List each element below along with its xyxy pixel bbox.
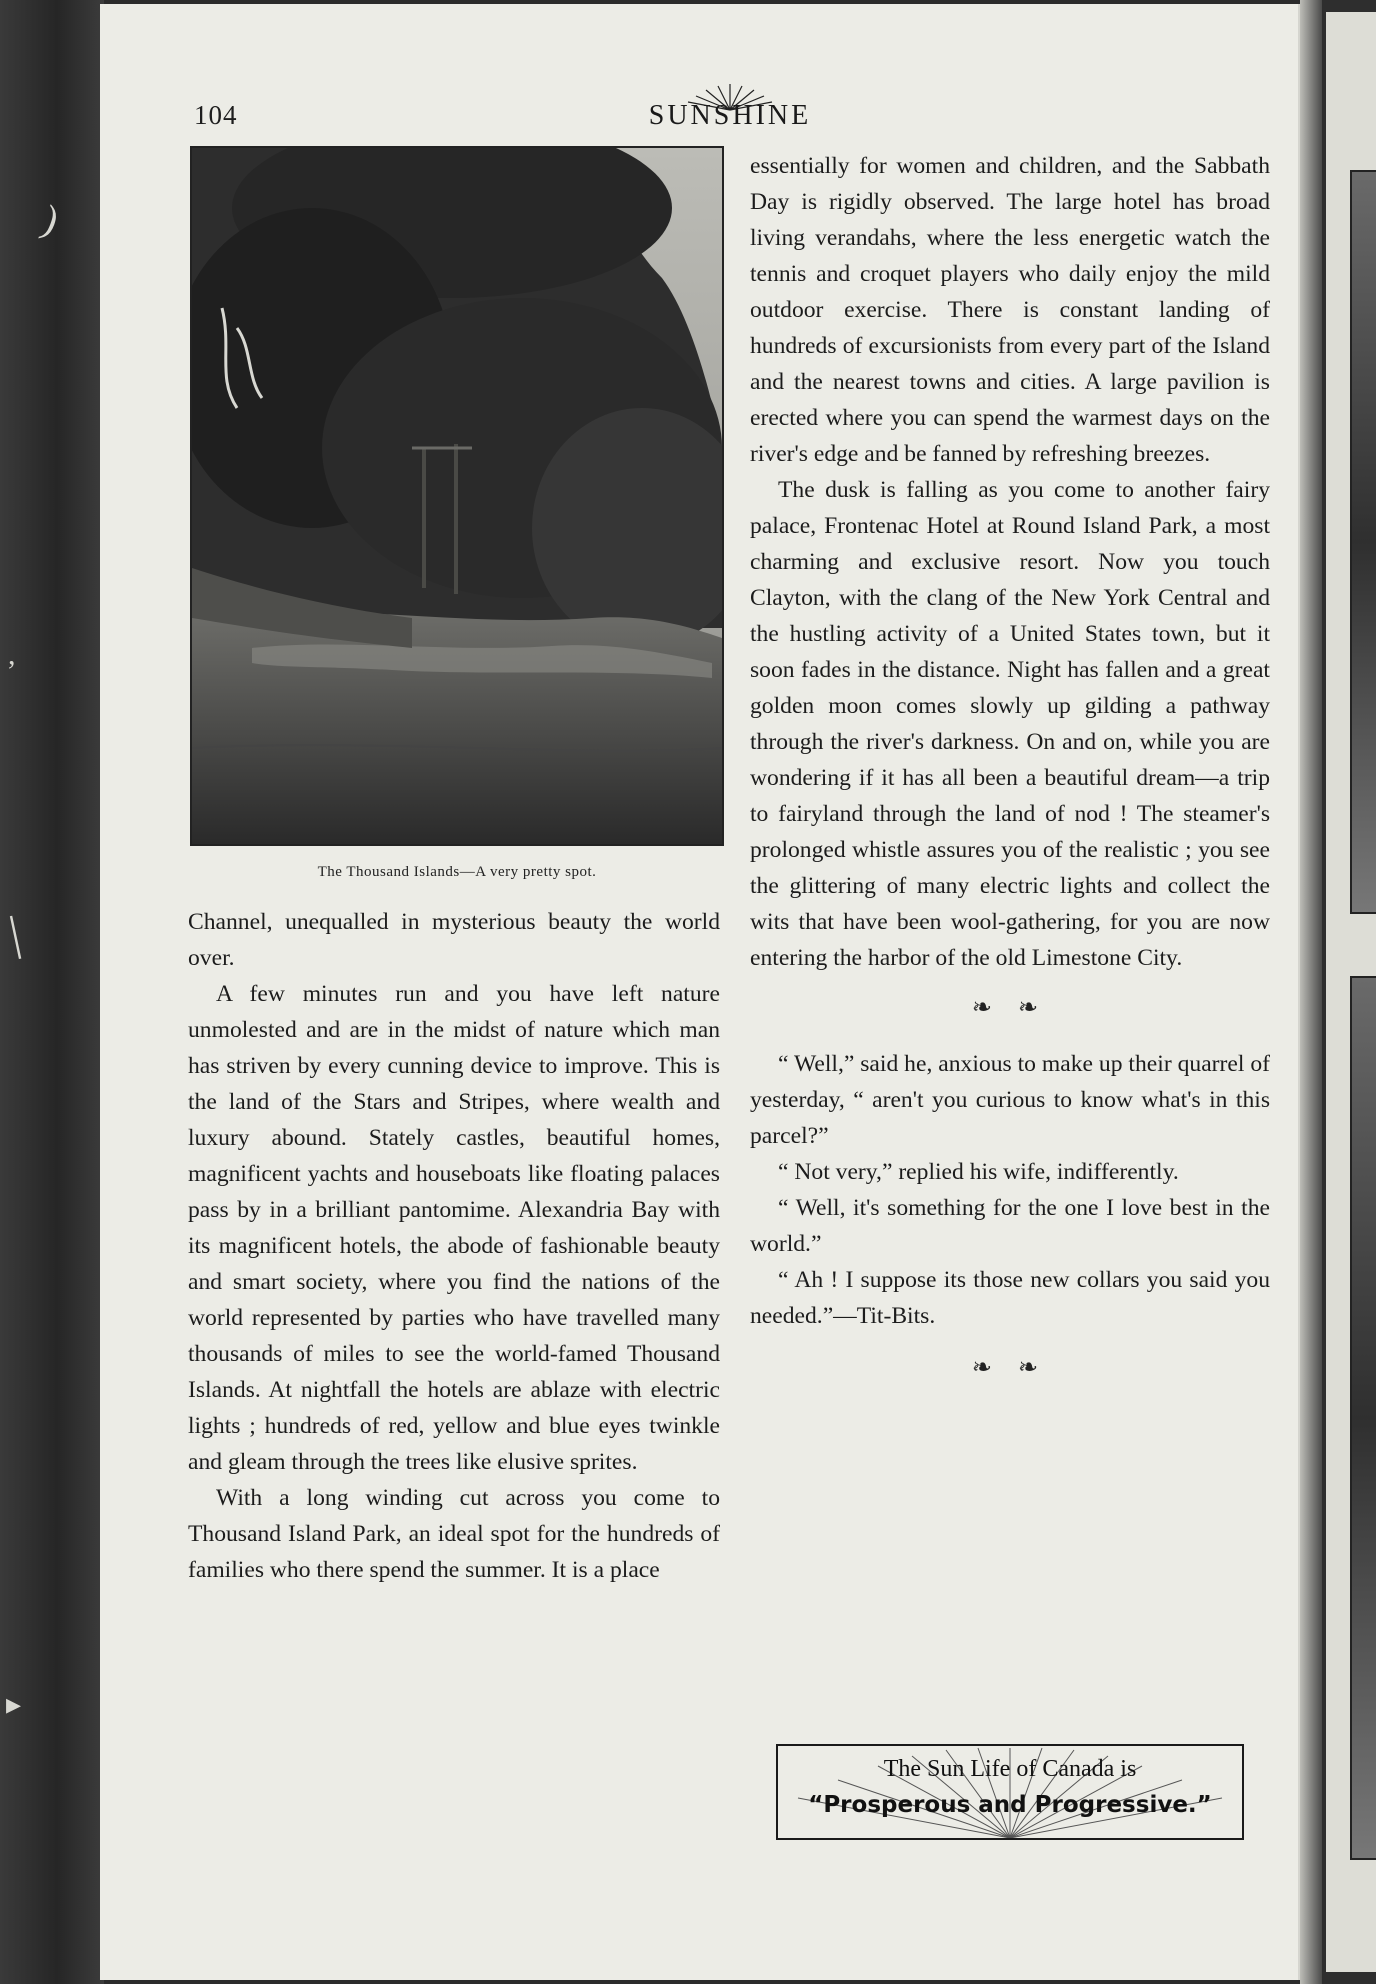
sun-life-advertisement [776,1744,1244,1840]
anecdote-paragraph: “ Not very,” replied his wife, indifferently. [778,1159,1179,1185]
paragraph: Channel, unequalled in mysterious beauty the world over. [188,909,720,971]
page-sheet [100,4,1300,1980]
page-number: 104 [194,100,238,130]
ornament-divider: ❧ ❧ [971,995,1049,1021]
right-text-column [750,148,1270,1400]
magazine-title: SUNSHINE [648,100,812,131]
next-page-photo [1350,170,1376,914]
book-gutter [1300,0,1322,1984]
left-text-column [188,904,720,1588]
scan-artifact: ) [36,196,65,243]
anecdote-paragraph: “ Well,” said he, anxious to make up their quarrel of yesterday, “ aren't you curious to know what's in this parcel?” [750,1051,1270,1149]
ad-headline: The Sun Life of Canada is [883,1756,1137,1782]
scan-left-margin [0,0,104,1984]
ornament-divider: ❧ ❧ [971,1355,1049,1381]
scan-artifact: , [8,638,16,671]
anecdote-paragraph: “ Well, it's something for the one I love best in the world.” [750,1195,1270,1257]
paragraph: With a long winding cut across you come to Thousand Island Park, an ideal spot for the hundreds of families who there spend the summer. It is a place [188,1485,720,1583]
photo-image [192,148,722,844]
scan-artifact: ▸ [6,1688,22,1721]
scan-artifact: | [4,906,25,961]
paragraph: The dusk is falling as you come to another fairy palace, Frontenac Hotel at Round Island Park, a most charming and exclusive resort. Now you touch Clayton, with the clang of the New York Central and the hustling activity of a United States town, but it soon fades in the distance. Night has fallen and a great golden moon comes slowly up gilding a pathway through the river's darkness. On and on, while you are wondering if it has all been a beautiful dream—a trip to fairyland through the land of nod ! The steamer's prolonged whistle assures you of the realistic ; you see the glittering of many electric lights and collect the wits that have been wool-gathering, for you are now entering the harbor of the old Limestone City. [750,477,1270,971]
photo-caption: The Thousand Islands—A very pretty spot. [317,864,597,880]
next-page-photo [1350,976,1376,1860]
paragraph: A few minutes run and you have left nature unmolested and are in the midst of nature which man has striven by every cunning device to improve. This is the land of the Stars and Stripes, where wealth and luxury abound. Stately castles, beautiful homes, magnificent yachts and houseboats like floating palaces pass by in a brilliant pantomime. Alexandria Bay with its magnificent hotels, the abode of fashionable beauty and smart society, where you find the nations of the world represented by parties who have travelled many thousands of miles to see the world-famed Thousand Islands. At nightfall the hotels are ablaze with electric lights ; hundreds of red, yellow and blue eyes twinkle and gleam through the trees like elusive sprites. [188,981,720,1475]
masthead [640,80,820,132]
anecdote-paragraph: “ Ah ! I suppose its those new collars you said you needed.”—Tit-Bits. [750,1267,1270,1329]
paragraph: essentially for women and children, and the Sabbath Day is rigidly observed. The large hotel has broad living verandahs, where the less energetic watch the tennis and croquet players who daily enjoy the mild outdoor exercise. There is constant landing of hundreds of excursionists from every part of the Island and the nearest towns and cities. A large pavilion is erected where you can spend the warmest days on the river's edge and be fanned by refreshing breezes. [750,153,1270,467]
ad-slogan: “Prosperous and Progressive.” [808,1792,1212,1818]
thousand-islands-photo [190,146,724,846]
